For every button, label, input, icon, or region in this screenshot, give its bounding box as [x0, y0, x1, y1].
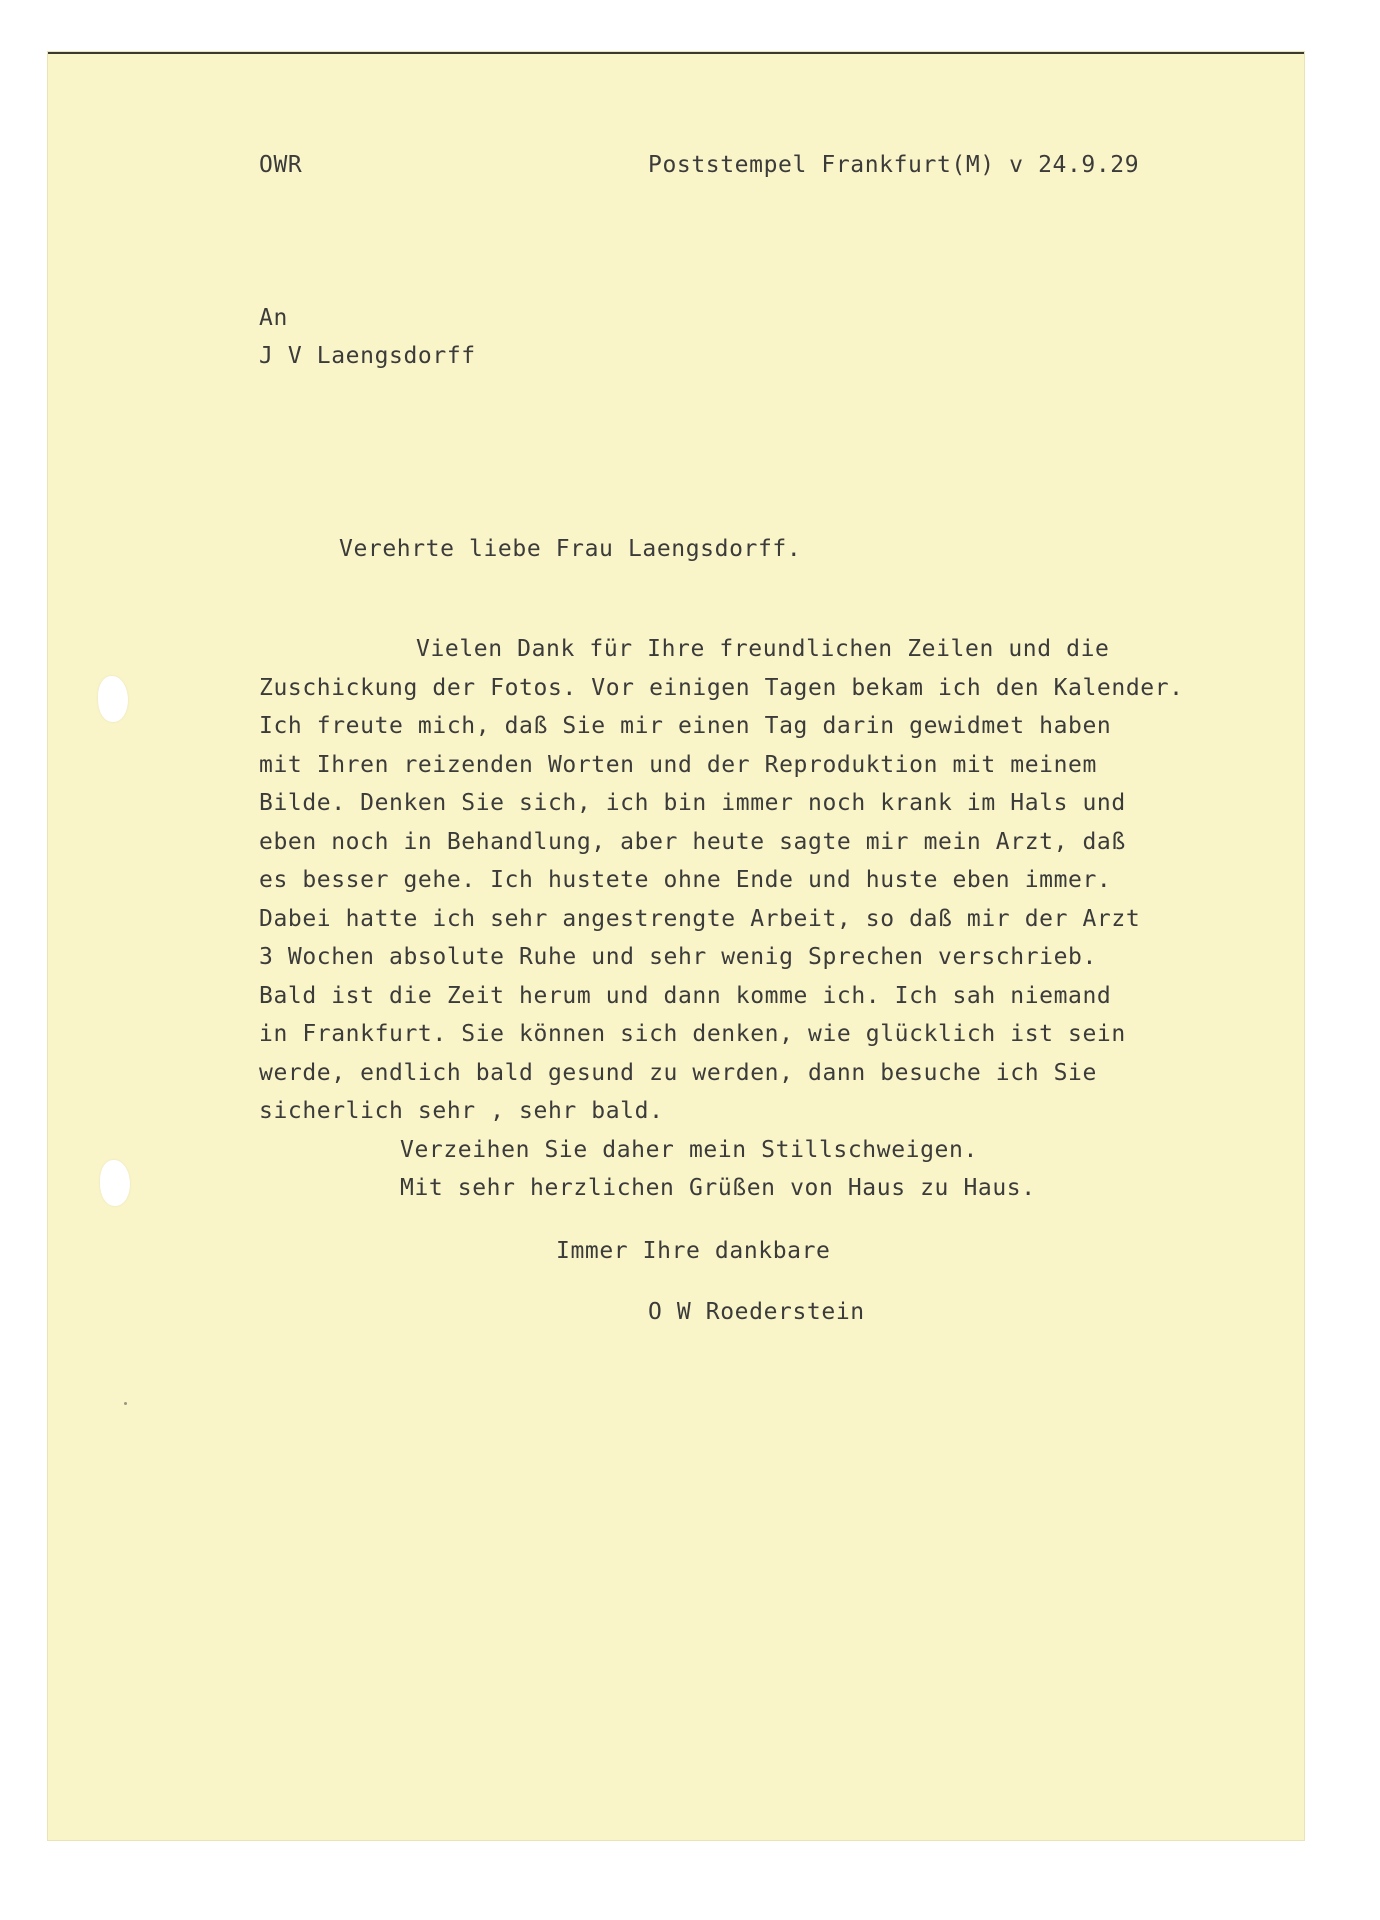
postmark-line: Poststempel Frankfurt(M) v 24.9.29	[648, 152, 1140, 178]
address-recipient: J V Laengsdorff	[259, 343, 476, 369]
body-line: Zuschickung der Fotos. Vor einigen Tagen bekam ich den Kalender.	[259, 675, 1184, 701]
body-line: es besser gehe. Ich hustete ohne Ende und huste eben immer.	[259, 867, 1112, 893]
closing-line: Mit sehr herzlichen Grüßen von Haus zu Haus.	[400, 1175, 1036, 1201]
body-line: Dabei hatte ich sehr angestrengte Arbeit, so daß mir der Arzt	[259, 906, 1141, 932]
body-line: in Frankfurt. Sie können sich denken, wie glücklich ist sein	[259, 1021, 1126, 1047]
body-line: eben noch in Behandlung, aber heute sagte mir mein Arzt, daß	[259, 829, 1126, 855]
punch-hole-bottom	[100, 1160, 130, 1206]
body-line: sicherlich sehr , sehr bald.	[259, 1098, 664, 1124]
closing-line: Verzeihen Sie daher mein Stillschweigen.	[400, 1137, 978, 1163]
address-prefix: An	[259, 305, 288, 331]
sender-mark: OWR	[259, 152, 303, 178]
valediction: Immer Ihre dankbare	[556, 1238, 831, 1264]
body-line: Ich freute mich, daß Sie mir einen Tag darin gewidmet haben	[259, 713, 1112, 739]
body-line: werde, endlich bald gesund zu werden, dann besuche ich Sie	[259, 1060, 1097, 1086]
body-line: 3 Wochen absolute Ruhe und sehr wenig Sprechen verschrieb.	[259, 944, 1097, 970]
body-line: Bald ist die Zeit herum und dann komme ich. Ich sah niemand	[259, 983, 1112, 1009]
punch-hole-top	[98, 676, 128, 722]
body-line: Vielen Dank für Ihre freundlichen Zeilen und die	[416, 636, 1110, 662]
body-line: Bilde. Denken Sie sich, ich bin immer noch krank im Hals und	[259, 790, 1126, 816]
paper-speck	[124, 1402, 127, 1405]
body-line: mit Ihren reizenden Worten und der Reproduktion mit meinem	[259, 752, 1097, 778]
salutation: Verehrte liebe Frau Laengsdorff.	[339, 536, 802, 562]
signature: O W Roederstein	[648, 1299, 865, 1325]
